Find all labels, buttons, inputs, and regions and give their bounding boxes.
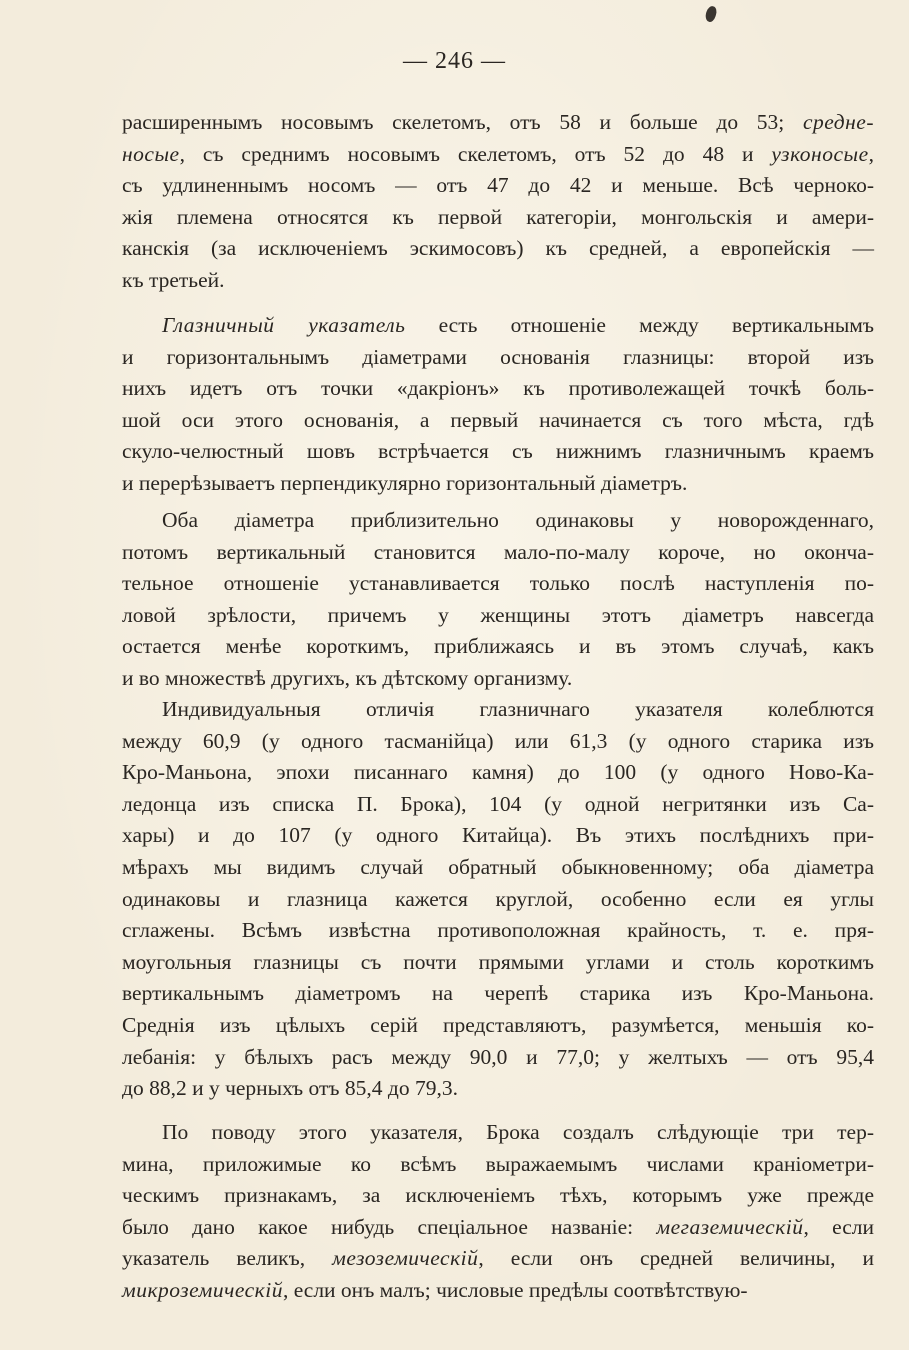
italic-term: Глазничный указатель bbox=[162, 313, 406, 337]
text-segment: , если онъ малъ; числовые предѣлы соотвѣтствую- bbox=[282, 1277, 748, 1302]
paragraph bbox=[122, 505, 874, 695]
italic-term: микроземическій bbox=[122, 1277, 283, 1302]
text-line bbox=[122, 233, 874, 265]
text-segment: нихъ идетъ отъ точки «дакріонъ» къ противолежащей точкѣ боль- bbox=[122, 376, 874, 401]
text-segment: сглажены. Всѣмъ извѣстна противоположная крайность, т. е. пря- bbox=[122, 918, 874, 943]
text-segment: Оба діаметра приблизительно одинаковы у новорожденнаго, bbox=[162, 508, 874, 532]
text-segment: тельное отношеніе устанавливается только послѣ наступленія по- bbox=[122, 571, 874, 596]
text-line bbox=[122, 884, 874, 916]
text-line bbox=[122, 600, 874, 632]
italic-term: средне- bbox=[802, 110, 874, 134]
text-segment: и во множествѣ другихъ, къ дѣтскому организму. bbox=[122, 665, 573, 690]
italic-term: мегаземическій bbox=[656, 1214, 804, 1239]
text-line bbox=[122, 405, 874, 437]
text-line bbox=[122, 202, 874, 234]
text-segment: къ третьей. bbox=[122, 267, 225, 292]
ink-blot bbox=[704, 5, 718, 23]
text-segment: Индивидуальныя отличія глазничнаго указателя колеблются bbox=[162, 697, 874, 721]
text-line bbox=[122, 1243, 874, 1275]
text-line bbox=[122, 505, 874, 537]
text-segment: канскія (за исключеніемъ эскимосовъ) къ средней, а европейскія — bbox=[122, 236, 874, 261]
text-segment: указатель великъ, bbox=[122, 1246, 333, 1271]
text-segment: жія племена относятся къ первой категоріи, монгольскія и амери- bbox=[122, 204, 874, 229]
italic-term: мезоземическій bbox=[332, 1246, 479, 1271]
text-line bbox=[122, 978, 874, 1010]
text-line bbox=[122, 1149, 874, 1181]
text-segment: хары) и до 107 (у одного Китайца). Въ этихъ послѣднихъ при- bbox=[122, 823, 874, 848]
text-segment: до 88,2 и у черныхъ отъ 85,4 до 79,3. bbox=[122, 1076, 458, 1101]
text-segment: остается менѣе короткимъ, приближаясь и въ этомъ случаѣ, какъ bbox=[122, 634, 874, 659]
text-segment: шой оси этого основанія, а первый начинается съ того мѣста, гдѣ bbox=[122, 407, 874, 432]
text-line bbox=[122, 789, 874, 821]
text-segment: ледонца изъ списка П. Брока), 104 (у одной негритянки изъ Са- bbox=[122, 791, 874, 816]
text-line bbox=[122, 265, 874, 297]
paragraph bbox=[122, 694, 874, 1105]
text-line bbox=[122, 1010, 874, 1042]
text-segment: есть отношеніе между вертикальнымъ bbox=[405, 313, 874, 337]
text-line bbox=[122, 915, 874, 947]
text-line bbox=[122, 1275, 874, 1307]
text-segment: одинаковы и глазница кажется круглой, особенно если ея углы bbox=[122, 886, 874, 911]
text-line bbox=[122, 468, 874, 500]
text-line bbox=[122, 947, 874, 979]
text-segment: съ удлиненнымъ носомъ — отъ 47 до 42 и меньше. Всѣ черноко- bbox=[122, 173, 874, 198]
text-segment: , если онъ средней величины, и bbox=[478, 1246, 875, 1271]
paragraph bbox=[122, 1117, 874, 1307]
text-line bbox=[122, 373, 874, 405]
page-number: — 246 — bbox=[403, 48, 506, 74]
text-segment: и перерѣзываетъ перпендикулярно горизонтальный діаметръ. bbox=[122, 470, 688, 495]
text-line bbox=[122, 726, 874, 758]
text-line bbox=[122, 852, 874, 884]
paragraph bbox=[122, 107, 874, 297]
text-line bbox=[122, 631, 874, 663]
text-segment: Среднія изъ цѣлыхъ серій представляютъ, разумѣется, меньшія ко- bbox=[122, 1012, 874, 1037]
text-segment: Кро-Маньона, эпохи писаннаго камня) до 100 (у одного Ново-Ка- bbox=[122, 760, 874, 785]
text-line bbox=[122, 139, 874, 171]
text-segment: расширеннымъ носовымъ скелетомъ, отъ 58 и больше до 53; bbox=[122, 110, 803, 134]
text-line bbox=[122, 537, 874, 569]
text-segment: лебанія: у бѣлыхъ расъ между 90,0 и 77,0; у желтыхъ — отъ 95,4 bbox=[122, 1044, 874, 1069]
text-line bbox=[122, 1212, 874, 1244]
text-segment: и горизонтальнымъ діаметрами основанія глазницы: второй изъ bbox=[122, 344, 874, 369]
text-line bbox=[122, 820, 874, 852]
text-segment: ловой зрѣлости, причемъ у женщины этотъ діаметръ навсегда bbox=[122, 602, 874, 627]
text-segment: скуло-челюстный шовъ встрѣчается съ нижнимъ глазничнымъ краемъ bbox=[122, 439, 874, 464]
text-line bbox=[122, 694, 874, 726]
text-segment: мѣрахъ мы видимъ случай обратный обыкновенному; оба діаметра bbox=[122, 854, 874, 879]
text-line bbox=[122, 663, 874, 695]
text-line bbox=[122, 568, 874, 600]
text-line bbox=[122, 107, 874, 139]
text-line bbox=[122, 757, 874, 789]
text-line bbox=[122, 436, 874, 468]
text-line bbox=[122, 170, 874, 202]
italic-term: носые bbox=[122, 141, 180, 166]
text-line bbox=[122, 342, 874, 374]
italic-term: узконосые bbox=[771, 141, 869, 166]
text-line bbox=[122, 1042, 874, 1074]
text-segment: было дано какое нибудь спеціальное названіе: bbox=[122, 1214, 657, 1239]
text-line bbox=[122, 1180, 874, 1212]
text-segment: , bbox=[868, 141, 874, 166]
text-line bbox=[122, 310, 874, 342]
text-segment: между 60,9 (у одного тасманійца) или 61,3 (у одного старика изъ bbox=[122, 728, 874, 753]
text-segment: вертикальнымъ діаметромъ на черепѣ старика изъ Кро-Маньона. bbox=[122, 981, 874, 1006]
text-segment: По поводу этого указателя, Брока создалъ слѣдующіе три тер- bbox=[162, 1120, 874, 1144]
text-segment: , съ среднимъ носовымъ скелетомъ, отъ 52 до 48 и bbox=[179, 141, 772, 166]
text-segment: моугольныя глазницы съ почти прямыми углами и столь короткимъ bbox=[122, 949, 874, 974]
text-line bbox=[122, 1117, 874, 1149]
text-segment: мина, приложимые ко всѣмъ выражаемымъ числами краніометри- bbox=[122, 1151, 874, 1176]
paragraph bbox=[122, 310, 874, 500]
text-segment: потомъ вертикальный становится мало-по-малу короче, но оконча- bbox=[122, 539, 874, 564]
text-segment: , если bbox=[803, 1214, 874, 1239]
text-line bbox=[122, 1073, 874, 1105]
text-segment: ческимъ признакамъ, за исключеніемъ тѣхъ, которымъ уже прежде bbox=[122, 1183, 874, 1208]
